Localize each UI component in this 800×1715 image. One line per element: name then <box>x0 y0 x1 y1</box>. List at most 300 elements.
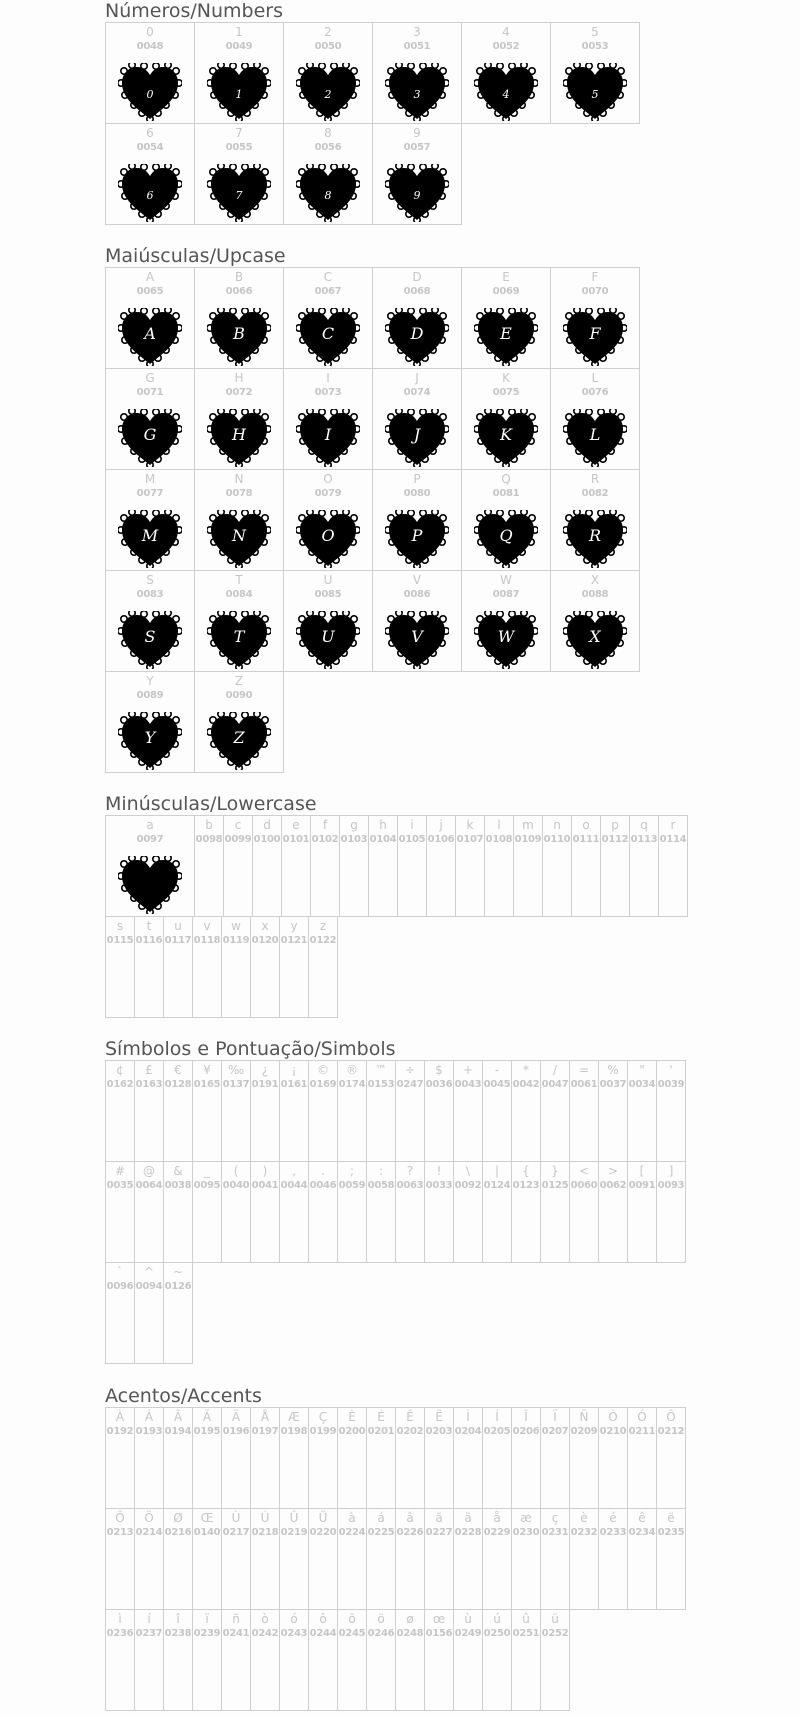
glyph-char-label: h <box>379 818 387 832</box>
glyph-char-label: W <box>500 573 512 587</box>
glyph-code-label: 0169 <box>309 1079 337 1090</box>
glyph-code-label: 0104 <box>369 834 397 845</box>
glyph-cell <box>283 368 373 470</box>
glyph-char-label: ø <box>406 1612 414 1626</box>
glyph-code-label: 0070 <box>581 286 609 297</box>
glyph-cell <box>134 916 164 1018</box>
glyph-cell <box>250 1508 280 1610</box>
glyph-cell <box>598 1161 628 1263</box>
glyph-char-label: Ê <box>406 1410 414 1424</box>
glyph-char-label: [ <box>639 1164 645 1178</box>
glyph-cell <box>656 1407 686 1509</box>
glyph-char-label: ò <box>261 1612 269 1626</box>
glyph-char-label: â <box>406 1511 414 1525</box>
glyph-char-label: œ <box>432 1612 446 1626</box>
glyph-code-label: 0233 <box>599 1527 627 1538</box>
glyph-code-label: 0252 <box>541 1628 569 1639</box>
glyph-char-label: ä <box>464 1511 472 1525</box>
glyph-char-label: 4 <box>502 25 510 39</box>
glyph-cell <box>283 123 373 225</box>
glyph-cell <box>250 1407 280 1509</box>
glyph-code-label: 0111 <box>572 834 600 845</box>
glyph-cell <box>279 916 309 1018</box>
glyph-char-label: Z <box>234 674 244 688</box>
glyph-char-label: à <box>348 1511 356 1525</box>
glyph-char-label: ` <box>117 1265 123 1279</box>
glyph-cell <box>424 1407 454 1509</box>
glyph-cell <box>194 671 284 773</box>
glyph-code-label: 0250 <box>483 1628 511 1639</box>
glyph-cell <box>279 1609 309 1711</box>
glyph-char-label: F <box>591 270 599 284</box>
glyph-char-label: l <box>497 818 501 832</box>
glyph-char-label: Ï <box>553 1410 557 1424</box>
heart-glyph-letter: Y <box>144 728 156 747</box>
glyph-char-label: Õ <box>115 1511 125 1525</box>
glyph-code-label: 0035 <box>106 1180 134 1191</box>
glyph-cell <box>569 1060 599 1162</box>
glyph-char-label: ë <box>667 1511 675 1525</box>
glyph-code-label: 0120 <box>251 935 279 946</box>
glyph-cell <box>221 1060 251 1162</box>
glyph-code-label: 0225 <box>367 1527 395 1538</box>
glyph-code-label: 0034 <box>628 1079 656 1090</box>
glyph-code-label: 0107 <box>456 834 484 845</box>
glyph-char-label: v <box>203 919 211 933</box>
glyph-char-label: K <box>502 371 510 385</box>
glyph-char-label: Ô <box>666 1410 676 1424</box>
heart-glyph-letter: 4 <box>502 88 510 101</box>
glyph-cell <box>279 1161 309 1263</box>
glyph-code-label: 0209 <box>570 1426 598 1437</box>
section-title-upcase: Maiúsculas/Upcase <box>105 245 286 267</box>
glyph-code-label: 0061 <box>570 1079 598 1090</box>
glyph-char-label: ] <box>668 1164 674 1178</box>
glyph-code-label: 0212 <box>657 1426 685 1437</box>
glyph-cell <box>221 1609 251 1711</box>
glyph-cell <box>279 1060 309 1162</box>
glyph-cell <box>252 815 282 917</box>
glyph-code-label: 0105 <box>398 834 426 845</box>
glyph-char-label: D <box>412 270 422 284</box>
glyph-code-label: 0198 <box>280 1426 308 1437</box>
glyph-code-label: 0038 <box>164 1180 192 1191</box>
glyph-code-label: 0196 <box>222 1426 250 1437</box>
glyph-cell <box>395 1609 425 1711</box>
glyph-char-label: P <box>413 472 421 486</box>
glyph-char-label: Ç <box>318 1410 328 1424</box>
glyph-code-label: 0123 <box>512 1180 540 1191</box>
glyph-code-label: 0043 <box>454 1079 482 1090</box>
glyph-char-label: = <box>578 1063 590 1077</box>
glyph-code-label: 0227 <box>425 1527 453 1538</box>
glyph-cell <box>194 267 284 369</box>
glyph-cell <box>513 815 543 917</box>
glyph-cell <box>550 267 640 369</box>
glyph-code-label: 0062 <box>599 1180 627 1191</box>
glyph-char-label: C <box>323 270 333 284</box>
glyph-cell <box>372 570 462 672</box>
glyph-char-label: z <box>319 919 327 933</box>
heart-glyph-letter: 2 <box>324 88 332 101</box>
glyph-cell <box>482 1609 512 1711</box>
glyph-code-label: 0069 <box>492 286 520 297</box>
heart-glyph-letter: 1 <box>235 88 243 101</box>
glyph-code-label: 0041 <box>251 1180 279 1191</box>
heart-glyph-letter: A <box>144 324 156 343</box>
heart-glyph-letter: 9 <box>413 189 421 202</box>
glyph-cell <box>600 815 630 917</box>
glyph-code-label: 0078 <box>225 488 253 499</box>
glyph-code-label: 0053 <box>581 41 609 52</box>
glyph-char-label: æ <box>520 1511 532 1525</box>
glyph-code-label: 0049 <box>225 41 253 52</box>
glyph-cell <box>105 916 135 1018</box>
glyph-code-label: 0071 <box>136 387 164 398</box>
glyph-cell <box>550 469 640 571</box>
glyph-cell <box>484 815 514 917</box>
glyph-cell <box>372 123 462 225</box>
glyph-char-label: È <box>348 1410 356 1424</box>
glyph-cell <box>105 671 195 773</box>
glyph-char-label: X <box>590 573 600 587</box>
glyph-code-label: 0033 <box>425 1180 453 1191</box>
glyph-cell <box>550 22 640 124</box>
glyph-char-label: S <box>146 573 154 587</box>
glyph-cell <box>308 1508 338 1610</box>
glyph-cell <box>250 916 280 1018</box>
glyph-char-label: Í <box>495 1410 499 1424</box>
glyph-char-label: è <box>580 1511 588 1525</box>
glyph-cell <box>337 1060 367 1162</box>
glyph-char-label: } <box>551 1164 559 1178</box>
glyph-code-label: 0075 <box>492 387 520 398</box>
glyph-char-label: Œ <box>200 1511 214 1525</box>
glyph-code-label: 0068 <box>403 286 431 297</box>
glyph-char-label: ï <box>205 1612 209 1626</box>
glyph-cell <box>368 815 398 917</box>
glyph-cell <box>134 1609 164 1711</box>
heart-glyph-letter: 3 <box>413 88 421 101</box>
glyph-char-label: 0 <box>146 25 154 39</box>
glyph-code-label: 0039 <box>657 1079 685 1090</box>
glyph-code-label: 0063 <box>396 1180 424 1191</box>
glyph-code-label: 0229 <box>483 1527 511 1538</box>
glyph-cell <box>105 570 195 672</box>
glyph-cell <box>105 1060 135 1162</box>
glyph-code-label: 0072 <box>225 387 253 398</box>
glyph-cell <box>542 815 572 917</box>
glyph-cell <box>105 368 195 470</box>
glyph-cell <box>372 469 462 571</box>
glyph-char-label: Ü <box>318 1511 328 1525</box>
heart-glyph-letter: V <box>411 627 423 646</box>
glyph-cell <box>366 1161 396 1263</box>
glyph-code-label: 0050 <box>314 41 342 52</box>
glyph-char-label: 7 <box>235 126 243 140</box>
glyph-cell <box>105 815 195 917</box>
glyph-code-label: 0073 <box>314 387 342 398</box>
glyph-char-label: ® <box>346 1063 358 1077</box>
glyph-char-label: ¢ <box>116 1063 124 1077</box>
glyph-cell <box>627 1508 657 1610</box>
heart-glyph-letter: 0 <box>146 88 154 101</box>
glyph-cell <box>550 570 640 672</box>
glyph-code-label: 0246 <box>367 1628 395 1639</box>
glyph-code-label: 0205 <box>483 1426 511 1437</box>
glyph-cell <box>461 368 551 470</box>
glyph-char-label: É <box>377 1410 385 1424</box>
glyph-char-label: G <box>145 371 155 385</box>
glyph-cell <box>163 1609 193 1711</box>
glyph-code-label: 0096 <box>106 1281 134 1292</box>
glyph-cell <box>134 1508 164 1610</box>
glyph-cell <box>366 1508 396 1610</box>
glyph-cell <box>283 267 373 369</box>
glyph-cell <box>453 1508 483 1610</box>
glyph-code-label: 0110 <box>543 834 571 845</box>
glyph-cell <box>395 1161 425 1263</box>
glyph-char-label: U <box>323 573 333 587</box>
glyph-cell <box>395 1508 425 1610</box>
glyph-cell <box>627 1161 657 1263</box>
glyph-code-label: 0235 <box>657 1527 685 1538</box>
glyph-cell <box>279 1508 309 1610</box>
glyph-code-label: 0102 <box>311 834 339 845</box>
glyph-char-label: u <box>174 919 182 933</box>
glyph-cell <box>163 1407 193 1509</box>
glyph-code-label: 0219 <box>280 1527 308 1538</box>
glyph-cell <box>339 815 369 917</box>
glyph-char-label: k <box>466 818 474 832</box>
glyph-char-label: i <box>410 818 414 832</box>
heart-glyph-letter: N <box>232 526 246 545</box>
glyph-code-label: 0194 <box>164 1426 192 1437</box>
glyph-cell <box>250 1161 280 1263</box>
glyph-code-label: 0095 <box>193 1180 221 1191</box>
glyph-char-label: Q <box>501 472 511 486</box>
glyph-cell <box>656 1060 686 1162</box>
section-title-symbols: Símbolos e Pontuação/Simbols <box>105 1038 396 1060</box>
glyph-code-label: 0052 <box>492 41 520 52</box>
glyph-code-label: 0065 <box>136 286 164 297</box>
glyph-char-label: L <box>591 371 599 385</box>
glyph-char-label: ! <box>436 1164 442 1178</box>
glyph-char-label: r <box>670 818 676 832</box>
glyph-cell <box>461 267 551 369</box>
glyph-code-label: 0243 <box>280 1628 308 1639</box>
glyph-cell <box>426 815 456 917</box>
heart-icon <box>118 856 182 914</box>
glyph-char-label: , <box>292 1164 296 1178</box>
glyph-code-label: 0156 <box>425 1628 453 1639</box>
glyph-code-label: 0048 <box>136 41 164 52</box>
glyph-char-label: 1 <box>235 25 243 39</box>
glyph-cell <box>658 815 688 917</box>
glyph-code-label: 0106 <box>427 834 455 845</box>
glyph-char-label: - <box>494 1063 500 1077</box>
glyph-cell <box>453 1609 483 1711</box>
glyph-cell <box>453 1161 483 1263</box>
glyph-char-label: ¥ <box>203 1063 211 1077</box>
glyph-cell <box>455 815 485 917</box>
glyph-code-label: 0067 <box>314 286 342 297</box>
glyph-char-label: ? <box>406 1164 414 1178</box>
glyph-char-label: Ò <box>608 1410 618 1424</box>
glyph-char-label: Ö <box>144 1511 154 1525</box>
glyph-char-label: ¡ <box>291 1063 297 1077</box>
glyph-code-label: 0074 <box>403 387 431 398</box>
glyph-char-label: ù <box>464 1612 472 1626</box>
glyph-code-label: 0100 <box>253 834 281 845</box>
glyph-cell <box>424 1060 454 1162</box>
glyph-char-label: Ë <box>435 1410 443 1424</box>
glyph-cell <box>221 916 251 1018</box>
glyph-char-label: € <box>174 1063 182 1077</box>
glyph-code-label: 0153 <box>367 1079 395 1090</box>
glyph-cell <box>192 1407 222 1509</box>
glyph-code-label: 0055 <box>225 142 253 153</box>
glyph-char-label: < <box>578 1164 590 1178</box>
glyph-char-label: ö <box>377 1612 385 1626</box>
glyph-char-label: e <box>292 818 300 832</box>
glyph-code-label: 0057 <box>403 142 431 153</box>
glyph-cell <box>194 815 224 917</box>
glyph-cell <box>569 1407 599 1509</box>
glyph-char-label: Û <box>289 1511 299 1525</box>
glyph-char-label: $ <box>435 1063 443 1077</box>
glyph-code-label: 0201 <box>367 1426 395 1437</box>
glyph-char-label: q <box>640 818 648 832</box>
glyph-cell <box>372 368 462 470</box>
glyph-code-label: 0076 <box>581 387 609 398</box>
glyph-code-label: 0163 <box>135 1079 163 1090</box>
glyph-cell <box>105 123 195 225</box>
glyph-char-label: _ <box>204 1164 210 1178</box>
glyph-cell <box>627 1407 657 1509</box>
glyph-char-label: ‰ <box>227 1063 245 1077</box>
glyph-char-label: Å <box>260 1410 270 1424</box>
glyph-char-label: M <box>144 472 156 486</box>
glyph-cell <box>366 1060 396 1162</box>
glyph-code-label: 0245 <box>338 1628 366 1639</box>
glyph-char-label: ¿ <box>261 1063 269 1077</box>
glyph-cell <box>105 1161 135 1263</box>
glyph-cell <box>395 1060 425 1162</box>
glyph-cell <box>511 1609 541 1711</box>
glyph-char-label: 5 <box>591 25 599 39</box>
glyph-cell <box>598 1407 628 1509</box>
glyph-char-label: ; <box>349 1164 355 1178</box>
glyph-code-label: 0036 <box>425 1079 453 1090</box>
glyph-code-label: 0216 <box>164 1527 192 1538</box>
glyph-char-label: ó <box>290 1612 298 1626</box>
glyph-cell <box>163 1161 193 1263</box>
glyph-cell <box>283 22 373 124</box>
glyph-cell <box>250 1609 280 1711</box>
glyph-code-label: 0192 <box>106 1426 134 1437</box>
glyph-char-label: I <box>326 371 330 385</box>
glyph-cell <box>134 1161 164 1263</box>
glyph-code-label: 0211 <box>628 1426 656 1437</box>
glyph-cell <box>337 1508 367 1610</box>
glyph-char-label: Ì <box>466 1410 470 1424</box>
glyph-code-label: 0059 <box>338 1180 366 1191</box>
glyph-char-label: Á <box>144 1410 154 1424</box>
glyph-code-label: 0115 <box>106 935 134 946</box>
glyph-code-label: 0237 <box>135 1628 163 1639</box>
glyph-cell <box>540 1609 570 1711</box>
glyph-char-label: Ñ <box>579 1410 589 1424</box>
glyph-cell <box>540 1407 570 1509</box>
glyph-code-label: 0094 <box>135 1281 163 1292</box>
glyph-code-label: 0086 <box>403 589 431 600</box>
glyph-code-label: 0238 <box>164 1628 192 1639</box>
glyph-code-label: 0140 <box>193 1527 221 1538</box>
glyph-char-label: ^ <box>143 1265 155 1279</box>
glyph-cell <box>571 815 601 917</box>
glyph-char-label: s <box>116 919 124 933</box>
glyph-cell <box>105 267 195 369</box>
glyph-char-label: ) <box>262 1164 268 1178</box>
glyph-code-label: 0044 <box>280 1180 308 1191</box>
glyph-cell <box>482 1060 512 1162</box>
glyph-cell <box>540 1060 570 1162</box>
heart-glyph-letter: K <box>500 425 512 444</box>
glyph-cell <box>366 1609 396 1711</box>
glyph-char-label: A <box>145 270 155 284</box>
glyph-char-label: R <box>590 472 600 486</box>
glyph-char-label: > <box>607 1164 619 1178</box>
glyph-cell <box>163 1508 193 1610</box>
glyph-cell <box>163 1262 193 1364</box>
glyph-code-label: 0040 <box>222 1180 250 1191</box>
glyph-char-label: é <box>609 1511 617 1525</box>
glyph-cell <box>540 1161 570 1263</box>
glyph-char-label: O <box>323 472 333 486</box>
glyph-code-label: 0108 <box>485 834 513 845</box>
glyph-char-label: p <box>611 818 619 832</box>
glyph-char-label: ÷ <box>404 1063 416 1077</box>
glyph-code-label: 0037 <box>599 1079 627 1090</box>
glyph-code-label: 0125 <box>541 1180 569 1191</box>
glyph-cell <box>105 469 195 571</box>
glyph-cell <box>511 1407 541 1509</box>
glyph-code-label: 0128 <box>164 1079 192 1090</box>
glyph-cell <box>194 123 284 225</box>
glyph-char-label: w <box>231 919 241 933</box>
glyph-cell <box>569 1161 599 1263</box>
glyph-cell <box>308 1060 338 1162</box>
glyph-cell <box>482 1508 512 1610</box>
glyph-code-label: 0197 <box>251 1426 279 1437</box>
glyph-code-label: 0118 <box>193 935 221 946</box>
glyph-code-label: 0046 <box>309 1180 337 1191</box>
glyph-char-label: ì <box>118 1612 122 1626</box>
heart-glyph-letter: U <box>321 627 335 646</box>
glyph-code-label: 0251 <box>512 1628 540 1639</box>
glyph-code-label: 0193 <box>135 1426 163 1437</box>
glyph-code-label: 0112 <box>601 834 629 845</box>
glyph-code-label: 0083 <box>136 589 164 600</box>
glyph-char-label: Ä <box>231 1410 241 1424</box>
glyph-char-label: ' <box>669 1063 673 1077</box>
glyph-char-label: ™ <box>375 1063 387 1077</box>
glyph-char-label: J <box>415 371 419 385</box>
glyph-code-label: 0098 <box>195 834 223 845</box>
heart-glyph-letter: D <box>410 324 424 343</box>
glyph-char-label: ~ <box>172 1265 184 1279</box>
